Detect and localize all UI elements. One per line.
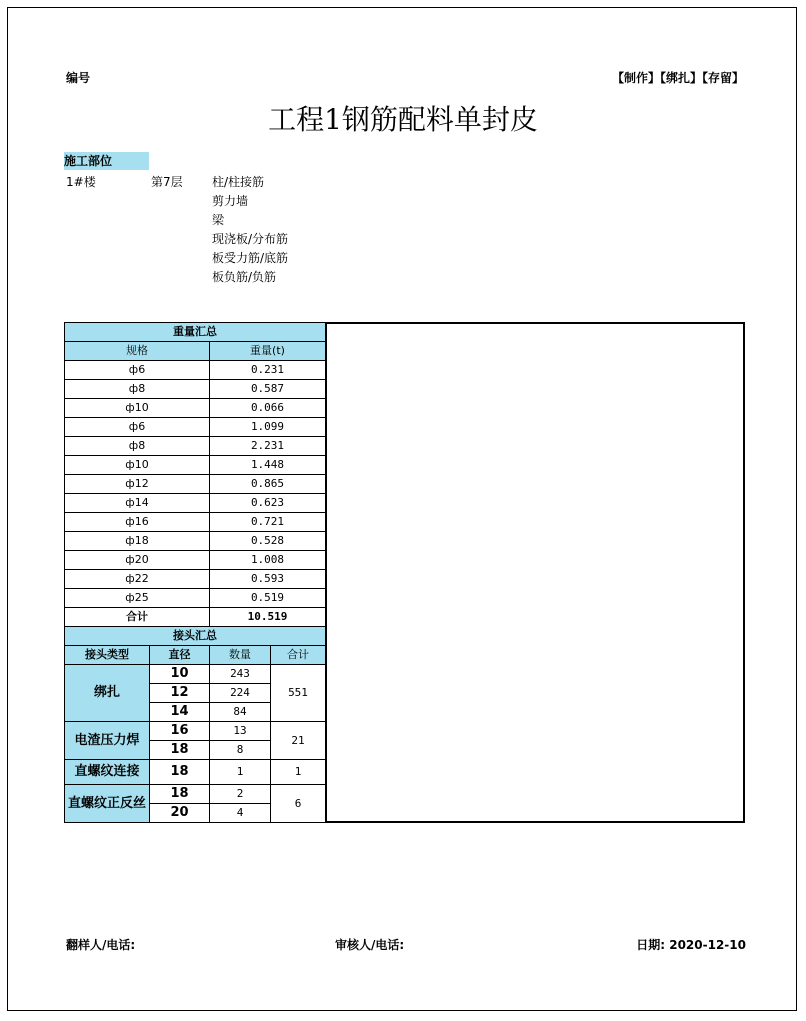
page-title: 工程1钢筋配料单封皮	[268, 103, 538, 136]
table-row	[65, 665, 326, 684]
part-item: 梁	[212, 213, 225, 227]
table-row	[65, 722, 326, 741]
diameter-cell: 14	[150, 703, 210, 722]
summary-table	[64, 322, 326, 823]
joint-summary-title: 接头汇总	[65, 627, 326, 646]
weight-cell: 1.008	[210, 551, 326, 570]
weight-cell: 1.448	[210, 456, 326, 475]
table-row	[65, 551, 326, 570]
part-item: 柱/柱接筋	[212, 175, 265, 189]
spec-cell: ф6	[65, 361, 210, 380]
weight-summary-title: 重量汇总	[65, 323, 326, 342]
joint-type-cell: 直螺纹连接	[65, 760, 150, 785]
table-row	[65, 589, 326, 608]
sampler-label: 翻样人/电话:	[66, 938, 136, 952]
weight-cell: 0.066	[210, 399, 326, 418]
joint-type-cell: 直螺纹正反丝	[65, 785, 150, 823]
spec-cell: ф18	[65, 532, 210, 551]
count-cell: 2	[210, 785, 271, 804]
location-label: 施工部位	[64, 152, 149, 170]
spec-cell: ф10	[65, 399, 210, 418]
table-row	[65, 532, 326, 551]
part-item: 现浇板/分布筋	[212, 232, 289, 246]
table-row	[65, 456, 326, 475]
diameter-cell: 18	[150, 741, 210, 760]
spec-cell: ф6	[65, 418, 210, 437]
part-item: 剪力墙	[212, 194, 249, 208]
diameter-cell: 18	[150, 785, 210, 804]
spec-cell: ф16	[65, 513, 210, 532]
spec-cell: ф25	[65, 589, 210, 608]
blank-notes-box	[325, 322, 745, 823]
group-total-cell: 551	[271, 665, 326, 722]
col-spec-header: 规格	[65, 342, 210, 361]
action-links[interactable]: 【制作】【绑扎】【存留】	[611, 71, 744, 85]
weight-cell: 0.231	[210, 361, 326, 380]
table-row	[65, 418, 326, 437]
weight-cell: 1.099	[210, 418, 326, 437]
weight-cell: 0.623	[210, 494, 326, 513]
col-count-header: 数量	[210, 646, 271, 665]
table-row	[65, 361, 326, 380]
floor-text: 第7层	[151, 175, 183, 189]
table-row	[65, 475, 326, 494]
weight-cell: 0.721	[210, 513, 326, 532]
spec-cell: ф14	[65, 494, 210, 513]
spec-cell: ф20	[65, 551, 210, 570]
total-value: 10.519	[210, 608, 326, 627]
col-dia-header: 直径	[150, 646, 210, 665]
count-cell: 13	[210, 722, 271, 741]
building-text: 1#楼	[66, 175, 96, 189]
weight-cell: 2.231	[210, 437, 326, 456]
weight-cell: 0.528	[210, 532, 326, 551]
joint-type-cell: 绑扎	[65, 665, 150, 722]
col-type-header: 接头类型	[65, 646, 150, 665]
weight-cell: 0.865	[210, 475, 326, 494]
count-cell: 243	[210, 665, 271, 684]
table-row	[65, 399, 326, 418]
group-total-cell: 1	[271, 760, 326, 785]
joint-type-cell: 电渣压力焊	[65, 722, 150, 760]
table-row	[65, 494, 326, 513]
diameter-cell: 16	[150, 722, 210, 741]
date-label: 日期: 2020-12-10	[636, 938, 746, 952]
table-row	[65, 760, 326, 785]
group-total-cell: 21	[271, 722, 326, 760]
spec-cell: ф10	[65, 456, 210, 475]
count-cell: 1	[210, 760, 271, 785]
count-cell: 8	[210, 741, 271, 760]
table-row	[65, 437, 326, 456]
spec-cell: ф12	[65, 475, 210, 494]
reviewer-label: 审核人/电话:	[335, 938, 405, 952]
table-row	[65, 513, 326, 532]
spec-cell: ф8	[65, 380, 210, 399]
diameter-cell: 18	[150, 760, 210, 785]
weight-cell: 0.519	[210, 589, 326, 608]
diameter-cell: 12	[150, 684, 210, 703]
table-row	[65, 380, 326, 399]
group-total-cell: 6	[271, 785, 326, 823]
count-cell: 224	[210, 684, 271, 703]
part-item: 板负筋/负筋	[212, 270, 277, 284]
table-row	[65, 785, 326, 804]
total-label: 合计	[65, 608, 210, 627]
diameter-cell: 20	[150, 804, 210, 823]
col-weight-header: 重量(t)	[210, 342, 326, 361]
count-cell: 84	[210, 703, 271, 722]
count-cell: 4	[210, 804, 271, 823]
part-item: 板受力筋/底筋	[212, 251, 289, 265]
col-total-header: 合计	[271, 646, 326, 665]
spec-cell: ф22	[65, 570, 210, 589]
diameter-cell: 10	[150, 665, 210, 684]
weight-cell: 0.593	[210, 570, 326, 589]
code-label: 编号	[66, 71, 91, 85]
weight-cell: 0.587	[210, 380, 326, 399]
total-row	[65, 608, 326, 627]
table-row	[65, 570, 326, 589]
spec-cell: ф8	[65, 437, 210, 456]
